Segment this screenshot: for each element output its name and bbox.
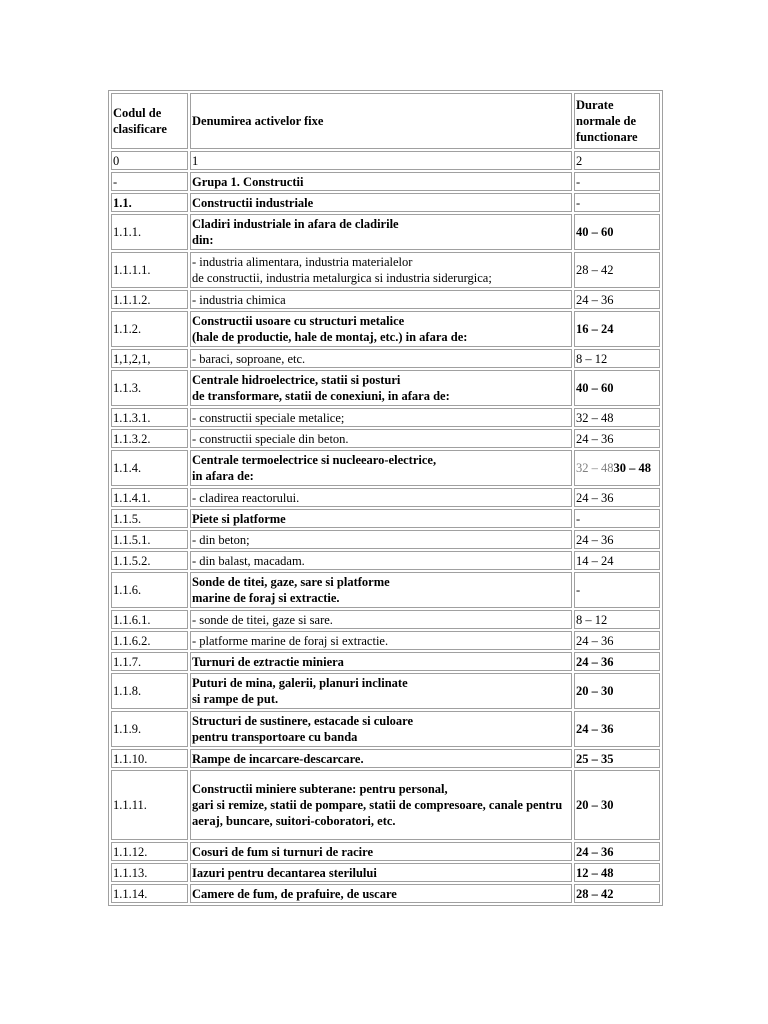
row-code: 1.1.1.: [111, 214, 188, 250]
table-row: [111, 711, 660, 747]
row-name: Grupa 1. Constructii: [190, 172, 572, 191]
table-row: [111, 172, 660, 191]
row-duration-new: 30 – 48: [613, 461, 651, 475]
row-duration: 24 – 36: [574, 530, 660, 549]
row-name: Constructii miniere subterane: pentru personal, gari si remize, statii de pompare, statii de compresoare, canale pentru aeraj, buncare, suitori-coboratori, etc.: [190, 770, 572, 840]
row-duration: 20 – 30: [574, 673, 660, 709]
table-row: [111, 370, 660, 406]
header-name: Denumirea activelor fixe: [190, 93, 572, 149]
row-duration: 8 – 12: [574, 349, 660, 368]
row-duration: -: [574, 193, 660, 212]
row-name: Sonde de titei, gaze, sare si platforme marine de foraj si extractie.: [190, 572, 572, 608]
row-name: 1: [190, 151, 572, 170]
table-header-row: [111, 93, 660, 149]
row-code: 1.1.1.2.: [111, 290, 188, 309]
row-code: 1.1.9.: [111, 711, 188, 747]
row-name: Centrale hidroelectrice, statii si posturi de transformare, statii de conexiuni, in afara de:: [190, 370, 572, 406]
header-duration: Durate normale de functionare: [574, 93, 660, 149]
row-code: 1.1.1.1.: [111, 252, 188, 288]
row-duration: 12 – 48: [574, 863, 660, 882]
row-code: 1.1.5.: [111, 509, 188, 528]
table-row: [111, 842, 660, 861]
row-code: 1.1.4.1.: [111, 488, 188, 507]
table-row: [111, 610, 660, 629]
table-row: [111, 509, 660, 528]
row-name: - constructii speciale din beton.: [190, 429, 572, 448]
row-name: Iazuri pentru decantarea sterilului: [190, 863, 572, 882]
row-name: - din beton;: [190, 530, 572, 549]
row-name: - industria chimica: [190, 290, 572, 309]
row-code: 1.1.14.: [111, 884, 188, 903]
row-duration: [574, 450, 660, 486]
table-row: [111, 652, 660, 671]
row-duration: 25 – 35: [574, 749, 660, 768]
row-name: - baraci, soproane, etc.: [190, 349, 572, 368]
table-row: [111, 429, 660, 448]
row-name: - sonde de titei, gaze si sare.: [190, 610, 572, 629]
table-row: [111, 863, 660, 882]
table-row: [111, 193, 660, 212]
row-duration: 40 – 60: [574, 370, 660, 406]
row-code: 1.1.12.: [111, 842, 188, 861]
row-name: Centrale termoelectrice si nucleearo-electrice, in afara de:: [190, 450, 572, 486]
row-duration: 24 – 36: [574, 290, 660, 309]
row-duration: -: [574, 509, 660, 528]
row-code: 1.1.11.: [111, 770, 188, 840]
row-duration: 28 – 42: [574, 884, 660, 903]
row-duration: 16 – 24: [574, 311, 660, 347]
row-duration: -: [574, 172, 660, 191]
row-duration: 32 – 48: [574, 408, 660, 427]
table-row: [111, 151, 660, 170]
row-name: Cosuri de fum si turnuri de racire: [190, 842, 572, 861]
row-duration: 14 – 24: [574, 551, 660, 570]
row-name: - industria alimentara, industria materialelor de constructii, industria metalurgica si industria siderurgica;: [190, 252, 572, 288]
row-name: Camere de fum, de prafuire, de uscare: [190, 884, 572, 903]
row-duration: 24 – 36: [574, 842, 660, 861]
row-code: 1.1.13.: [111, 863, 188, 882]
asset-classification-table: [108, 90, 663, 906]
row-name: Structuri de sustinere, estacade si culoare pentru transportoare cu banda: [190, 711, 572, 747]
table-row: [111, 884, 660, 903]
row-code: 1.1.10.: [111, 749, 188, 768]
table-row: [111, 290, 660, 309]
row-name: Rampe de incarcare-descarcare.: [190, 749, 572, 768]
table-row: [111, 252, 660, 288]
row-duration-old: 32 – 48: [576, 461, 614, 475]
table-row: [111, 349, 660, 368]
table-row: [111, 572, 660, 608]
row-duration: 40 – 60: [574, 214, 660, 250]
table-row: [111, 311, 660, 347]
row-duration: 24 – 36: [574, 631, 660, 650]
table-row: [111, 488, 660, 507]
row-code: 1.1.5.2.: [111, 551, 188, 570]
row-name: Cladiri industriale in afara de cladirile din:: [190, 214, 572, 250]
row-code: 1.1.4.: [111, 450, 188, 486]
row-name: Constructii industriale: [190, 193, 572, 212]
row-code: 1.1.3.2.: [111, 429, 188, 448]
row-duration: 8 – 12: [574, 610, 660, 629]
row-code: 0: [111, 151, 188, 170]
row-name: - platforme marine de foraj si extractie.: [190, 631, 572, 650]
row-code: 1.1.2.: [111, 311, 188, 347]
row-duration: -: [574, 572, 660, 608]
row-code: 1.1.5.1.: [111, 530, 188, 549]
table-row: [111, 749, 660, 768]
row-code: -: [111, 172, 188, 191]
table-row: [111, 530, 660, 549]
row-name: Constructii usoare cu structuri metalice (hale de productie, hale de montaj, etc.) in afara de:: [190, 311, 572, 347]
table-row: [111, 631, 660, 650]
row-name: - constructii speciale metalice;: [190, 408, 572, 427]
table-body: [111, 93, 660, 903]
table-row: [111, 408, 660, 427]
row-code: 1.1.: [111, 193, 188, 212]
row-duration: 24 – 36: [574, 429, 660, 448]
row-duration: 24 – 36: [574, 711, 660, 747]
row-code: 1.1.3.: [111, 370, 188, 406]
row-code: 1.1.6.1.: [111, 610, 188, 629]
header-code: Codul de clasificare: [111, 93, 188, 149]
table-row: [111, 770, 660, 840]
table-row: [111, 673, 660, 709]
row-code: 1.1.7.: [111, 652, 188, 671]
row-code: 1.1.3.1.: [111, 408, 188, 427]
row-name: - din balast, macadam.: [190, 551, 572, 570]
row-code: 1,1,2,1,: [111, 349, 188, 368]
row-duration: 24 – 36: [574, 488, 660, 507]
row-name: Piete si platforme: [190, 509, 572, 528]
row-duration: 20 – 30: [574, 770, 660, 840]
table-row: [111, 551, 660, 570]
table-row: [111, 214, 660, 250]
row-duration: 24 – 36: [574, 652, 660, 671]
row-duration: 28 – 42: [574, 252, 660, 288]
row-name: Turnuri de eztractie miniera: [190, 652, 572, 671]
row-name: Puturi de mina, galerii, planuri inclinate si rampe de put.: [190, 673, 572, 709]
row-code: 1.1.8.: [111, 673, 188, 709]
table-row: [111, 450, 660, 486]
row-code: 1.1.6.: [111, 572, 188, 608]
row-duration: 2: [574, 151, 660, 170]
row-name: - cladirea reactorului.: [190, 488, 572, 507]
row-code: 1.1.6.2.: [111, 631, 188, 650]
